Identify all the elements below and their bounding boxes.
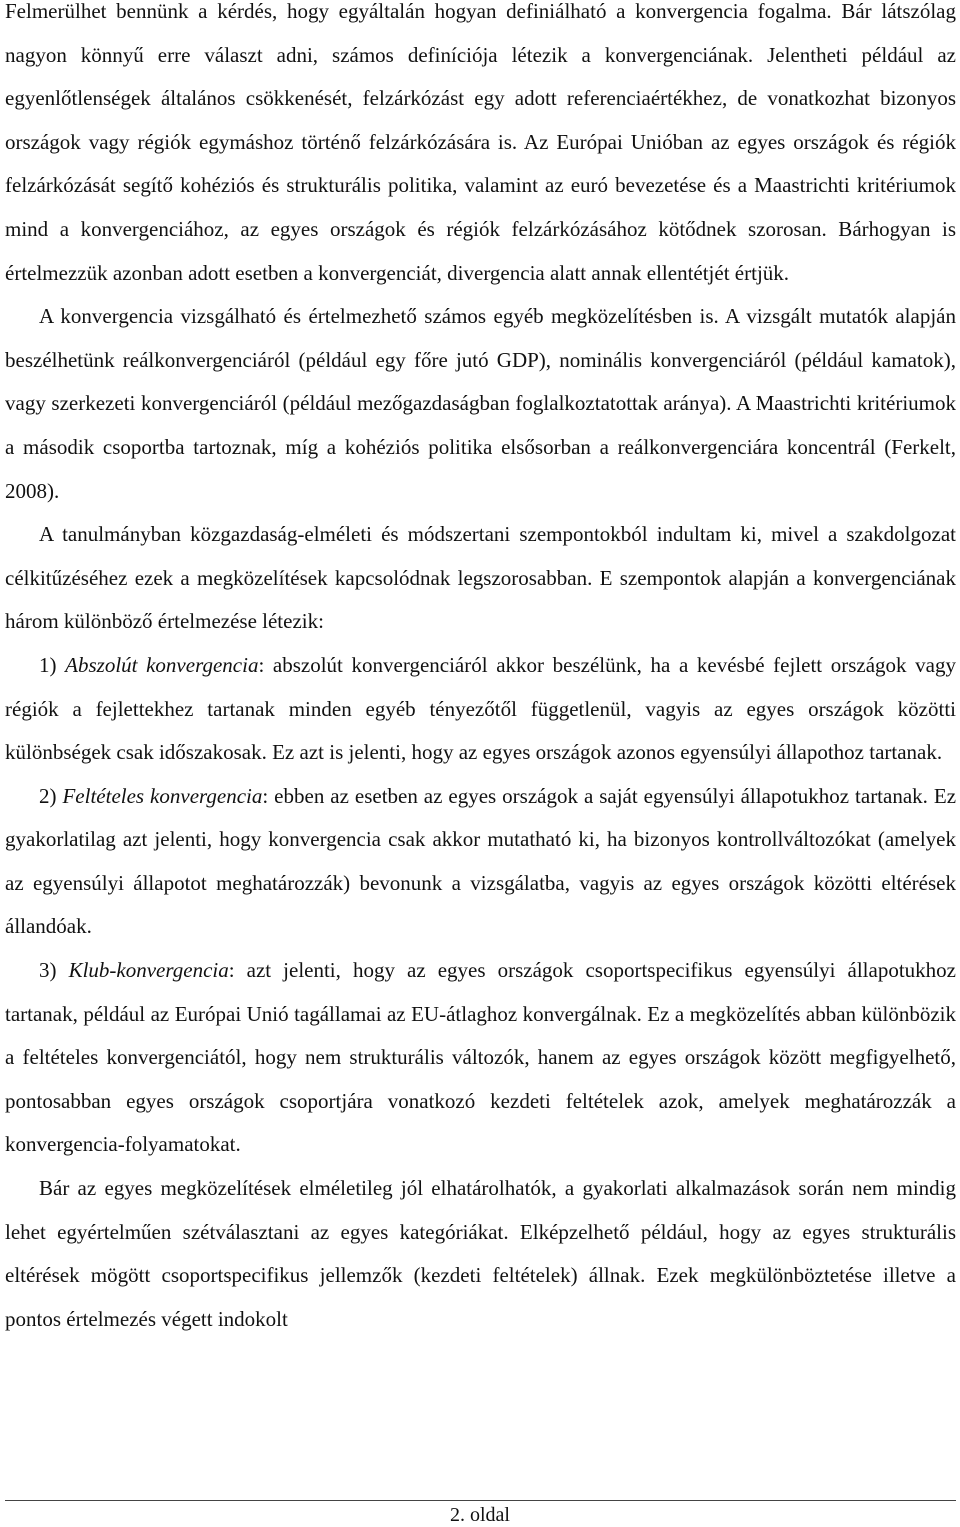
list-item-number: 2) <box>39 783 57 808</box>
paragraph-convergence-definition: Felmerülhet bennünk a kérdés, hogy egyáltalán hogyan definiálható a konvergencia fogalma. Bár látszólag nagyon könnyű erre választ adni, számos definíciója létezik a konvergenciának. Jelentheti például az egyenlőtlenségek általános csökkenését, felzárkózást egy adott referenciaértékhez, de vonatkozhat bizonyos országok vagy régiók egymáshoz történő felzárkózására is. Az Európai Unióban az egyes országok és régiók felzárkózását segítő kohéziós és strukturális politika, valamint az euró bevezetése és a Maastrichti kritériumok mind a konvergenciához, az egyes országok és régiók felzárkózásához kötődnek szorosan. Bárhogyan is értelmezzük azonban adott esetben a konvergenciát, divergencia alatt annak ellentétjét értjük. <box>5 0 956 285</box>
list-item-number: 1) <box>39 652 57 677</box>
list-item-term: Feltételes konvergencia <box>62 783 263 808</box>
list-item-term: Abszolút konvergencia <box>65 652 259 677</box>
list-item-number: 3) <box>39 958 57 983</box>
list-item-text: : azt jelenti, hogy az egyes országok csoportspecifikus egyensúlyi állapotukhoz tartanak, például az Európai Unió tagállamai az EU-átlaghoz konvergálnak. Ez a megközelítés abban különbözik a feltételes konvergenciától, hogy nem strukturális változók, hanem az egyes országok között megfigyelhető, pontosabban egyes országok csoportjára vonatkozó kezdeti feltételek azok, amelyek meghatározzák a konvergencia-folyamatokat. <box>5 958 956 1157</box>
paragraph-convergence-approaches: A konvergencia vizsgálható és értelmezhető számos egyéb megközelítésben is. A vizsgált mutatók alapján beszélhetünk reálkonvergenciáról (például egy főre jutó GDP), nominális konvergenciáról (például kamatok), vagy szerkezeti konvergenciáról (például mezőgazdaságban foglalkoztatottak aránya). A Maastrichti kritériumok a második csoportba tartoznak, míg a kohéziós politika elsősorban a reálkonvergenciára koncentrál (Ferkelt, 2008). <box>5 304 956 503</box>
list-item-text: : abszolút konvergenciáról akkor beszélünk, ha a kevésbé fejlett országok vagy régiók a fejlettekhez tartanak minden egyéb tényezőtől függetlenül, vagyis az egyes országok közötti különbségek csak időszakosak. Ez azt is jelenti, hogy az egyes országok azonos egyensúlyi állapothoz tartanak. <box>5 652 957 765</box>
paragraph-closing: Bár az egyes megközelítések elméletileg jól elhatárolhatók, a gyakorlati alkalmazások során nem mindig lehet egyértelműen szétválasztani az egyes kategóriákat. Elképzelhető például, hogy az egyes strukturális eltérések mögött csoportspecifikus jellemzők (kezdeti feltételek) állnak. Ezek megkülönböztetése illetve a pontos értelmezés végett indokolt <box>5 1176 956 1331</box>
list-item-text: : ebben az esetben az egyes országok a saját egyensúlyi állapotukhoz tartanak. Ez gyakorlatilag azt jelenti, hogy konvergencia csak akkor mutatható ki, ha bizonyos kontrollváltozókat (amelyek az egyensúlyi állapotot meghatározzák) bevonunk a vizsgálatba, vagyis az egyes országok közötti eltérések állandóak. <box>5 783 957 939</box>
list-item-term: Klub-konvergencia <box>68 958 229 983</box>
list-item-conditional-convergence <box>5 775 956 949</box>
body-text <box>5 0 956 1341</box>
paragraph-study-approach: A tanulmányban közgazdaság-elméleti és módszertani szempontokból indultam ki, mivel a szakdolgozat célkitűzéséhez ezek a megközelítések kapcsolódnak legszorosabban. E szempontok alapján a konvergenciának három különböző értelmezése létezik: <box>5 522 956 634</box>
page-number: 2. oldal <box>450 1504 510 1526</box>
footer-rule <box>5 1500 956 1501</box>
list-item-absolute-convergence <box>5 644 956 775</box>
list-item-club-convergence <box>5 949 956 1167</box>
